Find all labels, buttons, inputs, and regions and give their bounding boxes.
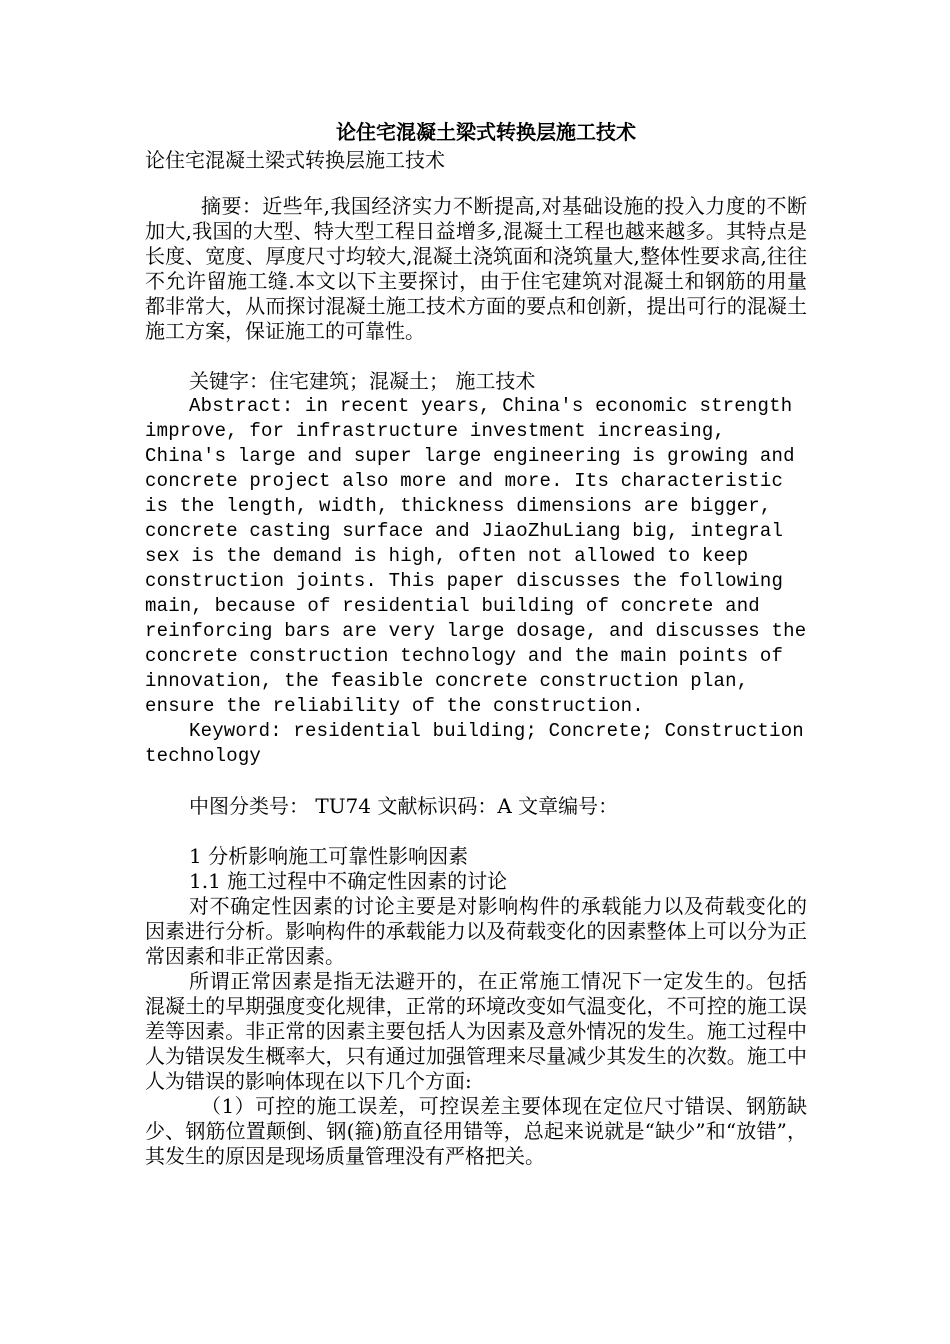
abstract-en: Abstract: in recent years, China's economic strength improve, for infrastructure investment increasing, China's large and super large engineering is growing and concrete project also more and more. Its characteristic is the length, width, thickness dimensions are bigger, concrete casting surface and JiaoZhuLiang big, integral sex is the demand is high, often not allowed to keep construction joints. This paper discusses the following main, because of residential building of concrete and reinforcing bars are very large dosage, and discusses the concrete construction technology and the main points of innovation, the feasible concrete construction plan, ensure the reliability of the construction. xyxy=(145,395,807,717)
section-1-1-heading: 1.1 施工过程中不确定性因素的讨论 xyxy=(189,869,508,893)
document-title: 论住宅混凝土梁式转换层施工技术 xyxy=(336,120,636,144)
keywords-cn: 关键字：住宅建筑；混凝土； 施工技术 xyxy=(189,369,536,393)
paragraph-2: 所谓正常因素是指无法避开的，在正常施工情况下一定发生的。包括混凝土的早期强度变化规律，正常的环境改变如气温变化，不可控的施工误差等因素。非正常的因素主要包括人为因素及意外情况的发生。施工过程中人为错误发生概率大，只有通过加强管理来尽量减少其发生的次数。施工中人为错误的影响体现在以下几个方面: xyxy=(145,969,807,1093)
section-1-heading: 1 分析影响施工可靠性影响因素 xyxy=(189,844,469,868)
document-subtitle: 论住宅混凝土梁式转换层施工技术 xyxy=(145,148,445,172)
document-page xyxy=(145,118,807,1169)
keywords-en: Keyword: residential building; Concrete; Construction technology xyxy=(145,720,804,767)
classification-line: 中图分类号： TU74 文献标识码：A 文章编号： xyxy=(189,794,619,818)
paragraph-3: （1）可控的施工误差，可控误差主要体现在定位尺寸错误、钢筋缺少、钢筋位置颠倒、钢(箍)筋直径用错等，总起来说就是“缺少”和“放错”，其发生的原因是现场质量管理没有严格把关。 xyxy=(145,1094,807,1168)
paragraph-1: 对不确定性因素的讨论主要是对影响构件的承载能力以及荷载变化的因素进行分析。影响构件的承载能力以及荷载变化的因素整体上可以分为正常因素和非正常因素。 xyxy=(145,894,807,968)
abstract-cn: 摘要：近些年,我国经济实力不断提高,对基础设施的投入力度的不断加大,我国的大型、特大型工程日益增多,混凝土工程也越来越多。其特点是长度、宽度、厚度尺寸均较大,混凝土浇筑面和浇筑量大,整体性要求高,往往不允许留施工缝.本文以下主要探讨，由于住宅建筑对混凝土和钢筋的用量都非常大，从而探讨混凝土施工技术方面的要点和创新，提出可行的混凝土施工方案，保证施工的可靠性。 xyxy=(145,194,807,343)
